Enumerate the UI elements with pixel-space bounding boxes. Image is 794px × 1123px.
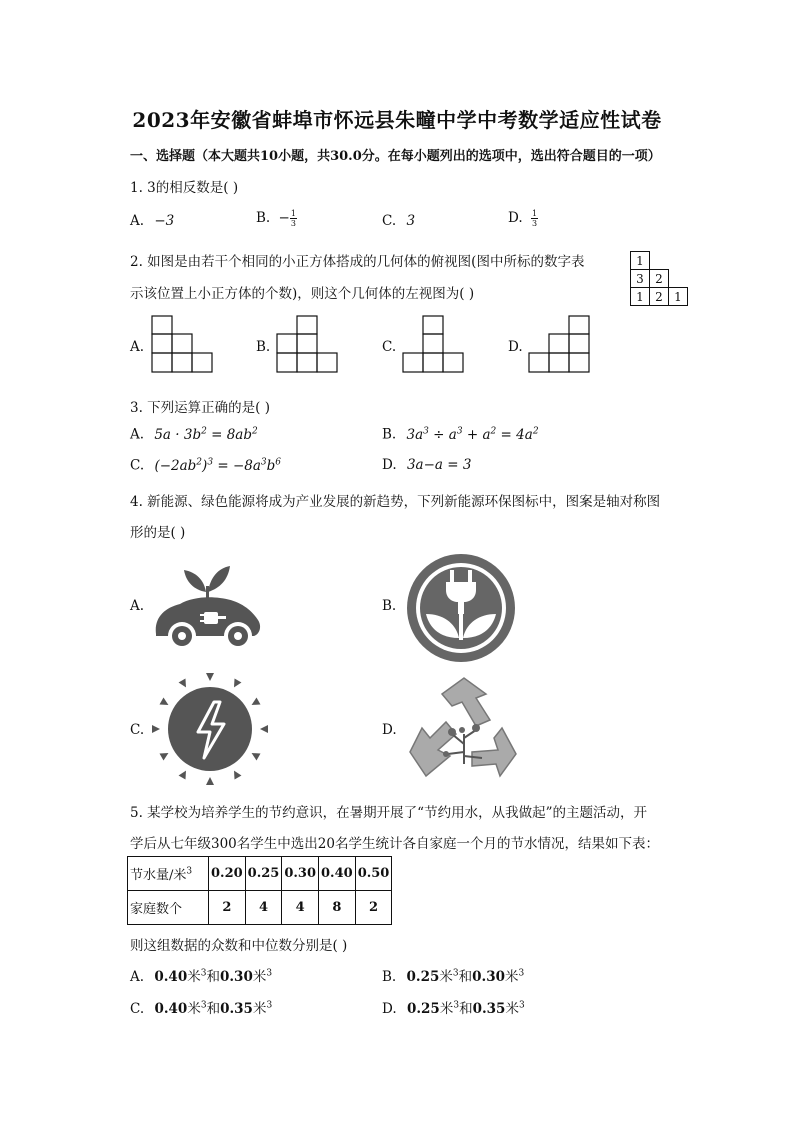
q5-stem-line3: 则这组数据的众数和中位数分别是( ) — [130, 938, 348, 954]
table-cell: 0.40 — [319, 857, 356, 891]
table-row — [128, 857, 392, 891]
q3-stem: 3. 下列运算正确的是( ) — [130, 400, 270, 416]
q3-option-d: D. 3a−a = 3 — [382, 457, 472, 473]
q1-option-b — [256, 209, 297, 228]
option-label: B. — [256, 210, 271, 226]
q3-option-c: C. $(-2ab^2)^3 = -8a^3b^6$ — [130, 457, 282, 474]
q5-option-a: A. 0.40米$^3$和0.30米$^3$ — [130, 968, 273, 985]
q2-option-b-label: B. — [256, 339, 271, 355]
plug-leaf-icon — [404, 552, 518, 668]
q2-top-view: 1 3 2 1 2 1 — [630, 251, 688, 306]
option-label: C. — [130, 457, 145, 474]
q2-stem-line2: 示该位置上小正方体的个数)，则这个几何体的左视图为( ) — [130, 286, 475, 302]
q4-option-a-label: A. — [130, 598, 145, 614]
fraction: $\frac{1}{3}$ — [531, 209, 538, 228]
table-cell: 0.25 — [245, 857, 282, 891]
option-value: −3 — [154, 213, 175, 229]
q2-option-b-figure — [276, 315, 338, 373]
table-cell: 4 — [245, 891, 282, 925]
q2-option-c-figure — [402, 315, 464, 373]
table-cell: 2 — [209, 891, 246, 925]
option-label: B. — [382, 426, 397, 443]
q1-stem: 1. 3的相反数是( ) — [130, 180, 239, 196]
q2-option-c-label: C. — [382, 339, 397, 355]
option-sign: − — [278, 210, 290, 226]
q5-stem-line2: 学后从七年级300名学生中选出20名学生统计各自家庭一个月的节水情况，结果如下表： — [130, 836, 659, 852]
page-title: 2023年安徽省蚌埠市怀远县朱疃中学中考数学适应性试卷 — [132, 108, 662, 132]
q4-option-b-label: B. — [382, 598, 397, 614]
q2-option-d-figure — [528, 315, 590, 373]
option-value: 3 — [406, 213, 416, 229]
option-label: A. — [130, 426, 145, 443]
q1-option-d — [508, 209, 538, 228]
q4-stem-line2: 形的是( ) — [130, 525, 186, 541]
q2-option-d-label: D. — [508, 339, 523, 355]
table-row — [128, 891, 392, 925]
table-cell: 2 — [355, 891, 392, 925]
q3-option-a: A. $5a \cdot 3b^2 = 8ab^2$ — [130, 426, 258, 443]
water-saving-table — [127, 856, 392, 925]
table-cell: 4 — [282, 891, 319, 925]
option-label: C. — [382, 213, 397, 229]
q5-stem-line1: 5. 某学校为培养学生的节约意识，在暑期开展了“节约用水，从我做起”的主题活动，开 — [130, 805, 647, 821]
table-header-cell: 节水量/米$^3$ — [128, 857, 209, 891]
table-cell: 8 — [319, 891, 356, 925]
q2-stem-line1: 2. 如图是由若干个相同的小正方体搭成的几何体的俯视图(图中所标的数字表 — [130, 254, 585, 270]
q2-option-a-label: A. — [130, 339, 145, 355]
q5-option-c: C. 0.40米$^3$和0.35米$^3$ — [130, 1000, 273, 1017]
table-cell: 0.30 — [282, 857, 319, 891]
option-label: D. — [508, 210, 523, 226]
q2-option-a-figure — [151, 315, 213, 373]
q1-option-c — [382, 213, 415, 229]
table-cell: 0.50 — [355, 857, 392, 891]
q1-option-a — [130, 213, 174, 229]
q5-option-d: D. 0.25米$^3$和0.35米$^3$ — [382, 1000, 525, 1017]
fraction: $\frac{1}{3}$ — [290, 209, 296, 228]
option-label: A. — [130, 213, 145, 229]
eco-car-icon — [150, 556, 266, 658]
table-cell: 0.20 — [209, 857, 246, 891]
option-label: D. — [382, 457, 397, 473]
q4-stem-line1: 4. 新能源、绿色能源将成为产业发展的新趋势，下列新能源环保图标中，图案是轴对称图 — [130, 494, 661, 510]
q5-option-b: B. 0.25米$^3$和0.30米$^3$ — [382, 968, 525, 985]
q4-option-c-label: C. — [130, 722, 145, 738]
q4-option-d-label: D. — [382, 722, 397, 738]
table-header-cell: 家庭数个 — [128, 891, 209, 925]
section-heading: 一、选择题（本大题共10小题，共30.0分。在每小题列出的选项中，选出符合题目的一项） — [130, 149, 661, 164]
sun-lightning-icon — [150, 672, 270, 790]
recycle-tree-icon — [402, 672, 526, 790]
q3-option-b: B. $3a^3 \div a^3 + a^2 = 4a^2$ — [382, 426, 539, 443]
